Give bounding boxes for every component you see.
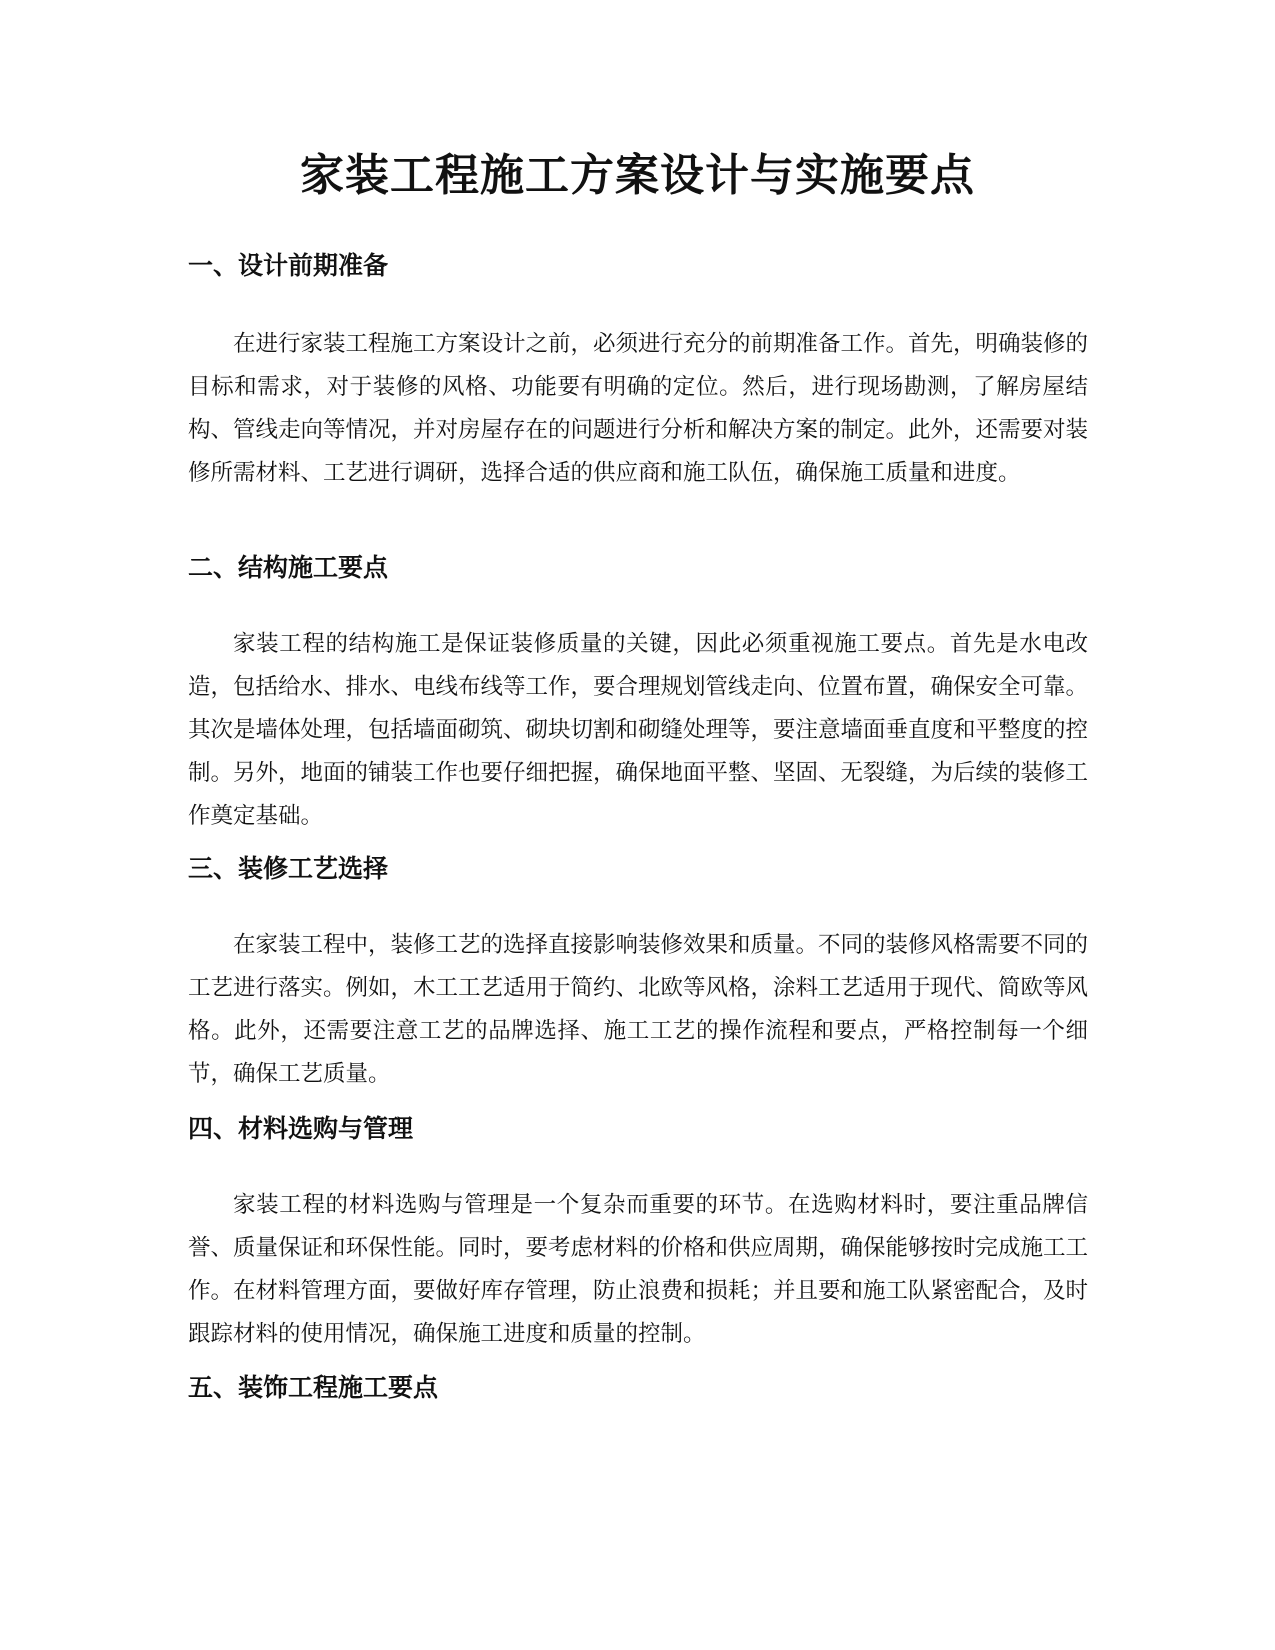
section-heading: 二、结构施工要点 <box>188 553 389 582</box>
section-heading: 五、装饰工程施工要点 <box>188 1373 439 1402</box>
section-heading: 四、材料选购与管理 <box>188 1114 414 1143</box>
document-title: 家装工程施工方案设计与实施要点 <box>300 150 975 201</box>
section-paragraph: 家装工程的材料选购与管理是一个复杂而重要的环节。在选购材料时，要注重品牌信誉、质量保证和环保性能。同时，要考虑材料的价格和供应周期，确保能够按时完成施工工作。在材料管理方面，要做好库存管理，防止浪费和损耗；并且要和施工队紧密配合，及时跟踪材料的使用情况，确保施工进度和质量的控制。 <box>188 1192 1089 1347</box>
section-paragraph: 在进行家装工程施工方案设计之前，必须进行充分的前期准备工作。首先，明确装修的目标和需求，对于装修的风格、功能要有明确的定位。然后，进行现场勘测，了解房屋结构、管线走向等情况，并对房屋存在的问题进行分析和解决方案的制定。此外，还需要对装修所需材料、工艺进行调研，选择合适的供应商和施工队伍，确保施工质量和进度。 <box>188 331 1089 486</box>
section-material-management <box>188 1111 1088 1356</box>
section-structure-construction <box>188 550 1088 838</box>
section-paragraph: 家装工程的结构施工是保证装修质量的关键，因此必须重视施工要点。首先是水电改造，包括给水、排水、电线布线等工作，要合理规划管线走向、位置布置，确保安全可靠。其次是墙体处理，包括墙面砌筑、砌块切割和砌缝处理等，要注意墙面垂直度和平整度的控制。另外，地面的铺装工作也要仔细把握，确保地面平整、坚固、无裂缝，为后续的装修工作奠定基础。 <box>188 631 1089 829</box>
section-heading: 一、设计前期准备 <box>188 251 389 280</box>
section-decoration-construction <box>188 1370 1088 1406</box>
section-paragraph: 在家装工程中，装修工艺的选择直接影响装修效果和质量。不同的装修风格需要不同的工艺进行落实。例如，木工工艺适用于简约、北欧等风格，涂料工艺适用于现代、简欧等风格。此外，还需要注意工艺的品牌选择、施工工艺的操作流程和要点，严格控制每一个细节，确保工艺质量。 <box>188 932 1089 1087</box>
section-craft-selection <box>188 851 1088 1096</box>
section-heading: 三、装修工艺选择 <box>188 854 389 883</box>
section-design-preparation <box>188 248 1088 495</box>
